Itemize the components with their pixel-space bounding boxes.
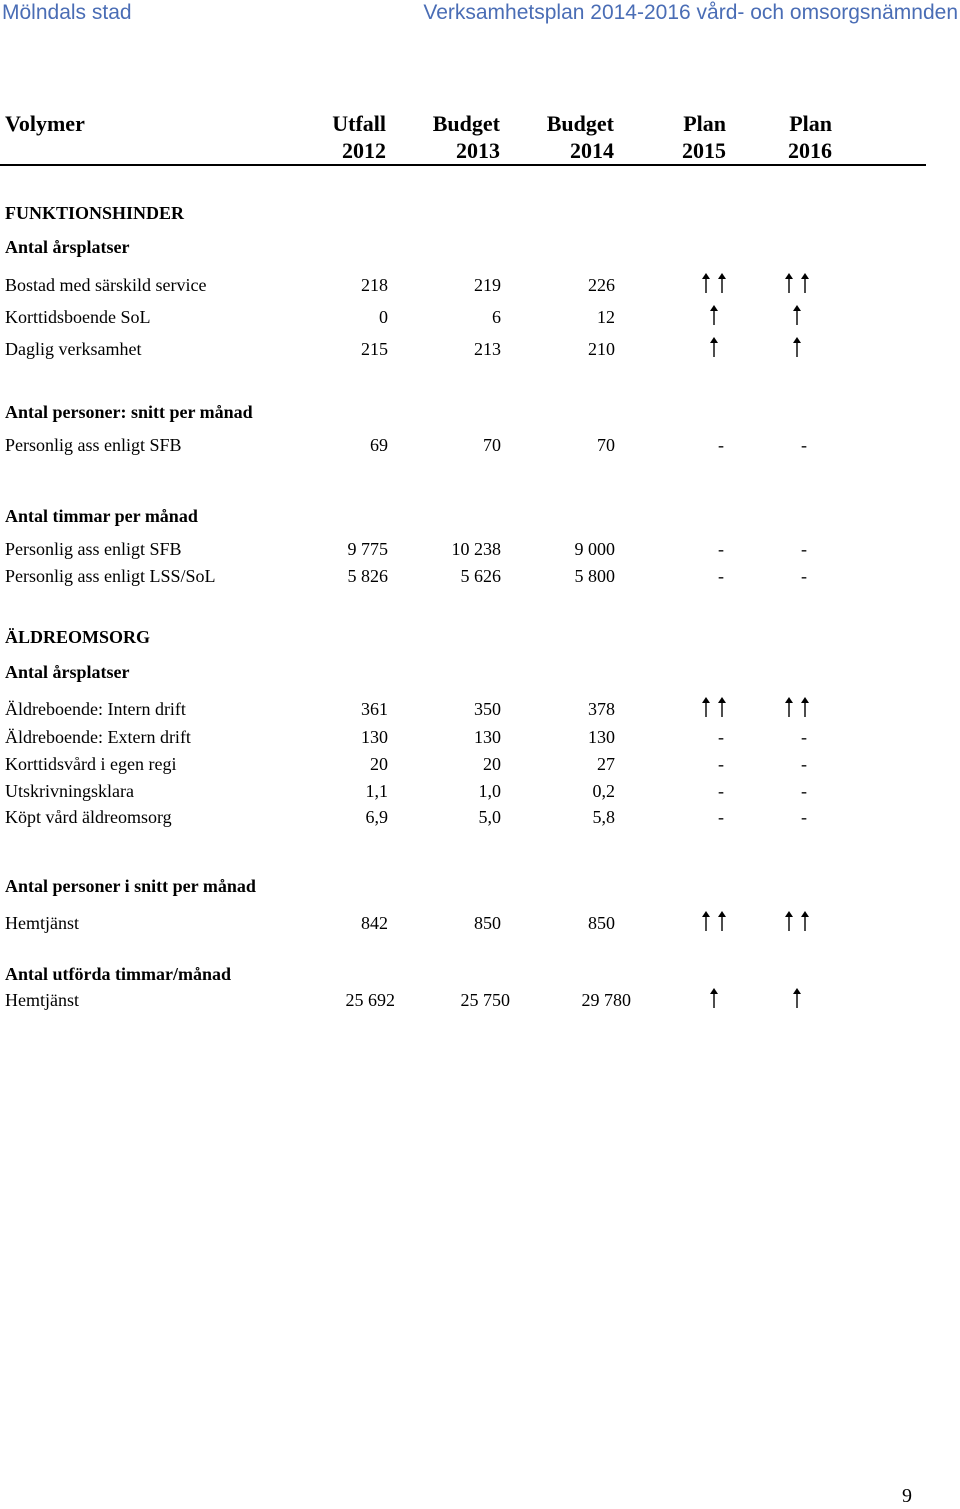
cell-p2016-dash: -	[801, 539, 807, 559]
up-arrow-icon	[791, 987, 803, 1009]
cell-v2014: 130	[588, 727, 615, 747]
cell-v2013: 5,0	[478, 807, 501, 827]
cell-v2014: 210	[588, 339, 615, 359]
cell-v2012: 25 692	[345, 990, 395, 1010]
cell-v2014: 378	[588, 699, 615, 719]
cell-v2013: 6	[492, 307, 501, 327]
row-label: Bostad med särskild service	[5, 275, 207, 295]
cell-v2012: 215	[361, 339, 388, 359]
cell-v2014: 850	[588, 913, 615, 933]
cell-p2016-dash: -	[801, 566, 807, 586]
cell-v2012: 218	[361, 275, 388, 295]
subheading-arsplatser: Antal årsplatser	[5, 662, 130, 682]
cell-v2012: 6,9	[365, 807, 388, 827]
row-label: Äldreboende: Extern drift	[5, 727, 191, 747]
cell-v2012: 1,1	[365, 781, 388, 801]
cell-p2015-dash: -	[718, 807, 724, 827]
col-head-line2: 2012	[342, 138, 386, 163]
cell-v2013: 20	[483, 754, 501, 774]
cell-v2013: 130	[474, 727, 501, 747]
subheading-utforda-timmar: Antal utförda timmar/månad	[5, 964, 231, 984]
col-head-line1: Budget	[432, 111, 500, 136]
page-number: 9	[902, 1485, 912, 1507]
col-head-line2: 2016	[788, 138, 832, 163]
cell-v2013: 350	[474, 699, 501, 719]
cell-v2014: 12	[597, 307, 615, 327]
group-heading-aldreomsorg: ÄLDREOMSORG	[5, 627, 151, 647]
cell-v2013: 5 626	[460, 566, 501, 586]
cell-v2013: 213	[474, 339, 501, 359]
cell-v2014: 27	[597, 754, 615, 774]
row-label: Korttidsvård i egen regi	[5, 754, 177, 774]
cell-p2016-dash: -	[801, 727, 807, 747]
cell-v2013: 1,0	[478, 781, 501, 801]
cell-v2014: 29 780	[581, 990, 631, 1010]
double-up-arrow-icon	[784, 910, 810, 932]
double-up-arrow-icon	[784, 272, 810, 294]
cell-v2013: 219	[474, 275, 501, 295]
row-label: Personlig ass enligt LSS/SoL	[5, 566, 216, 586]
row-label: Äldreboende: Intern drift	[5, 699, 186, 719]
cell-p2015-dash: -	[718, 435, 724, 455]
cell-v2013: 25 750	[460, 990, 510, 1010]
col-head-line2: 2015	[682, 138, 726, 163]
group-heading-funktionshinder: FUNKTIONSHINDER	[5, 203, 185, 223]
cell-v2014: 226	[588, 275, 615, 295]
cell-p2015-dash: -	[718, 781, 724, 801]
subheading-timmar-manad: Antal timmar per månad	[5, 506, 198, 526]
double-up-arrow-icon	[701, 910, 727, 932]
row-label: Personlig ass enligt SFB	[5, 539, 182, 559]
cell-p2015-dash: -	[718, 539, 724, 559]
subheading-arsplatser: Antal årsplatser	[5, 237, 130, 257]
cell-v2013: 70	[483, 435, 501, 455]
cell-v2012: 9 775	[347, 539, 388, 559]
cell-v2014: 9 000	[574, 539, 615, 559]
cell-v2014: 5 800	[574, 566, 615, 586]
col-head-budget-2013	[400, 110, 500, 164]
table-title: Volymer	[5, 111, 85, 136]
col-head-plan-2016	[752, 110, 832, 164]
cell-v2013: 10 238	[451, 539, 501, 559]
subheading-personer-snitt: Antal personer: snitt per månad	[5, 402, 253, 422]
col-head-utfall-2012	[306, 110, 386, 164]
header-divider	[0, 164, 926, 166]
col-head-line2: 2014	[570, 138, 614, 163]
double-up-arrow-icon	[701, 272, 727, 294]
up-arrow-icon	[791, 336, 803, 358]
header-right-title: Verksamhetsplan 2014-2016 vård- och omsorgsnämnden	[423, 1, 958, 24]
col-head-line1: Plan	[683, 111, 726, 136]
up-arrow-icon	[791, 304, 803, 326]
up-arrow-icon	[708, 987, 720, 1009]
row-label: Daglig verksamhet	[5, 339, 142, 359]
cell-v2012: 842	[361, 913, 388, 933]
row-label: Utskrivningsklara	[5, 781, 134, 801]
col-head-plan-2015	[646, 110, 726, 164]
cell-v2012: 69	[370, 435, 388, 455]
cell-v2013: 850	[474, 913, 501, 933]
cell-p2016-dash: -	[801, 781, 807, 801]
cell-v2012: 20	[370, 754, 388, 774]
row-label: Korttidsboende SoL	[5, 307, 151, 327]
cell-p2016-dash: -	[801, 807, 807, 827]
subheading-personer-i-snitt: Antal personer i snitt per månad	[5, 876, 256, 896]
up-arrow-icon	[708, 304, 720, 326]
col-head-line2: 2013	[456, 138, 500, 163]
cell-p2015-dash: -	[718, 754, 724, 774]
cell-v2012: 5 826	[347, 566, 388, 586]
col-head-line1: Plan	[789, 111, 832, 136]
row-label: Personlig ass enligt SFB	[5, 435, 182, 455]
cell-v2014: 0,2	[592, 781, 615, 801]
row-label: Köpt vård äldreomsorg	[5, 807, 172, 827]
double-up-arrow-icon	[701, 696, 727, 718]
row-label: Hemtjänst	[5, 913, 79, 933]
cell-v2012: 0	[379, 307, 388, 327]
cell-p2015-dash: -	[718, 566, 724, 586]
header-left-title: Mölndals stad	[2, 1, 132, 24]
col-head-budget-2014	[514, 110, 614, 164]
cell-p2015-dash: -	[718, 727, 724, 747]
col-head-line1: Utfall	[332, 111, 386, 136]
cell-v2014: 70	[597, 435, 615, 455]
row-label: Hemtjänst	[5, 990, 79, 1010]
col-head-line1: Budget	[546, 111, 614, 136]
double-up-arrow-icon	[784, 696, 810, 718]
cell-p2016-dash: -	[801, 435, 807, 455]
up-arrow-icon	[708, 336, 720, 358]
cell-v2012: 130	[361, 727, 388, 747]
cell-p2016-dash: -	[801, 754, 807, 774]
cell-v2014: 5,8	[592, 807, 615, 827]
cell-v2012: 361	[361, 699, 388, 719]
